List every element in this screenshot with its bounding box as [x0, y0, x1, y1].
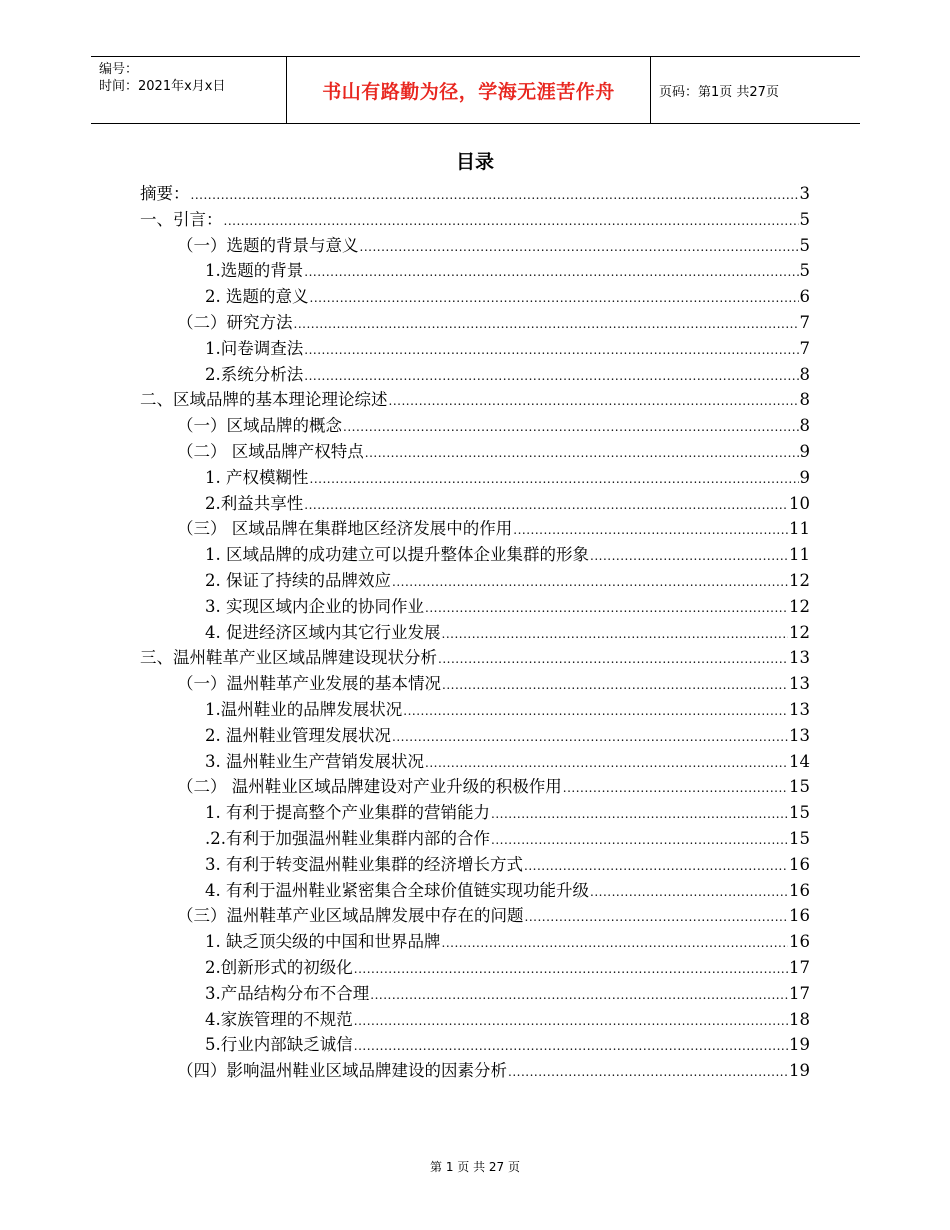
toc-entry-page: 13	[789, 674, 810, 694]
toc-entry[interactable]	[140, 826, 810, 852]
toc-dot-leader	[304, 493, 788, 519]
toc-entry-label: 1. 产权模糊性	[205, 467, 309, 487]
toc-entry[interactable]	[140, 362, 810, 388]
toc-entry[interactable]	[140, 903, 810, 929]
header-time-label: 时间：2021年x月x日	[99, 79, 226, 94]
toc-entry-label: 2. 温州鞋业管理发展状况	[205, 725, 391, 745]
toc-entry-label: 1. 区域品牌的成功建立可以提升整体企业集群的形象	[205, 545, 589, 565]
toc-entry-page: 16	[789, 880, 810, 900]
table-of-contents	[140, 181, 810, 1084]
toc-dot-leader	[343, 415, 799, 441]
toc-dot-leader	[370, 983, 788, 1009]
toc-entry[interactable]	[140, 568, 810, 594]
toc-entry-label: 4.家族管理的不规范	[205, 1009, 353, 1029]
toc-entry-page: 12	[789, 570, 810, 590]
toc-dot-leader	[224, 209, 799, 235]
toc-entry-page: 16	[789, 906, 810, 926]
toc-entry[interactable]	[140, 542, 810, 568]
toc-entry[interactable]	[140, 310, 810, 336]
toc-dot-leader	[354, 1034, 788, 1060]
toc-entry-page: 13	[789, 699, 810, 719]
toc-entry-label: 1. 缺乏顶尖级的中国和世界品牌	[205, 932, 441, 952]
toc-entry[interactable]	[140, 258, 810, 284]
toc-entry[interactable]	[140, 1032, 810, 1058]
toc-entry-page: 13	[789, 725, 810, 745]
toc-entry[interactable]	[140, 594, 810, 620]
toc-entry-label: 5.行业内部缺乏诚信	[205, 1035, 353, 1055]
toc-entry[interactable]	[140, 181, 810, 207]
toc-dot-leader	[304, 338, 798, 364]
toc-dot-leader	[304, 364, 798, 390]
toc-entry-label: 一、引言：	[140, 209, 223, 229]
toc-entry[interactable]	[140, 465, 810, 491]
toc-entry[interactable]	[140, 800, 810, 826]
toc-entry[interactable]	[140, 774, 810, 800]
toc-dot-leader	[354, 957, 788, 983]
toc-entry-label: 4. 有利于温州鞋业紧密集合全球价值链实现功能升级	[205, 880, 589, 900]
toc-entry-page: 11	[789, 545, 810, 565]
toc-dot-leader	[425, 596, 788, 622]
header-motto: 书山有路勤为径，学海无涯苦作舟	[287, 57, 651, 123]
toc-title: 目录	[455, 151, 494, 173]
header-page-info: 页码：第1页 共27页	[659, 84, 779, 100]
toc-entry-page: 16	[789, 854, 810, 874]
toc-entry-label: 2.利益共享性	[205, 493, 304, 513]
document-header	[91, 56, 860, 124]
toc-entry-page: 8	[799, 416, 810, 436]
toc-entry[interactable]	[140, 491, 810, 517]
toc-entry-label: 3. 温州鞋业生产营销发展状况	[205, 751, 424, 771]
toc-dot-leader	[425, 751, 788, 777]
toc-entry-label: 2.创新形式的初级化	[205, 957, 353, 977]
toc-entry-label: 3. 有利于转变温州鞋业集群的经济增长方式	[205, 854, 523, 874]
toc-dot-leader	[354, 1009, 788, 1035]
toc-entry[interactable]	[140, 645, 810, 671]
toc-dot-leader	[491, 802, 788, 828]
toc-entry-label: 3.产品结构分布不合理	[205, 983, 370, 1003]
toc-dot-leader	[304, 260, 798, 286]
toc-entry-page: 17	[789, 983, 810, 1003]
toc-entry-label: （四）影响温州鞋业区域品牌建设的因素分析	[177, 1061, 507, 1081]
toc-entry[interactable]	[140, 1007, 810, 1033]
toc-entry-page: 16	[789, 932, 810, 952]
toc-entry[interactable]	[140, 620, 810, 646]
toc-entry-label: 2. 保证了持续的品牌效应	[205, 570, 391, 590]
toc-dot-leader	[403, 699, 788, 725]
toc-dot-leader	[310, 286, 799, 312]
toc-dot-leader	[365, 441, 799, 467]
toc-entry-page: 3	[799, 184, 810, 203]
toc-entry-page: 14	[789, 751, 810, 771]
toc-dot-leader	[563, 776, 788, 802]
toc-entry-page: 6	[799, 287, 810, 307]
toc-entry-page: 7	[799, 312, 810, 332]
toc-dot-leader	[442, 931, 789, 957]
toc-entry-page: 5	[799, 261, 810, 281]
toc-entry-page: 7	[799, 338, 810, 358]
toc-entry[interactable]	[140, 439, 810, 465]
toc-entry-page: 15	[789, 828, 810, 848]
toc-dot-leader	[392, 570, 788, 596]
toc-entry-label: 4. 促进经济区域内其它行业发展	[205, 622, 441, 642]
toc-entry-page: 17	[789, 957, 810, 977]
toc-entry[interactable]	[140, 1058, 810, 1084]
toc-entry-label: 1.温州鞋业的品牌发展状况	[205, 699, 403, 719]
toc-entry[interactable]	[140, 749, 810, 775]
toc-dot-leader	[360, 235, 799, 261]
toc-entry[interactable]	[140, 697, 810, 723]
toc-entry[interactable]	[140, 516, 810, 542]
header-meta-cell	[91, 57, 287, 123]
toc-entry-label: 2. 选题的意义	[205, 287, 309, 307]
toc-entry-page: 11	[789, 519, 810, 539]
toc-dot-leader	[389, 389, 799, 415]
toc-dot-leader	[442, 673, 788, 699]
toc-entry-page: 9	[799, 467, 810, 487]
toc-entry-label: （三） 区域品牌在集群地区经济发展中的作用	[177, 519, 513, 539]
toc-entry[interactable]	[140, 671, 810, 697]
toc-entry-page: 18	[789, 1009, 810, 1029]
toc-entry-label: 二、区域品牌的基本理论理论综述	[140, 390, 388, 410]
toc-dot-leader	[590, 880, 788, 906]
toc-dot-leader	[294, 312, 799, 338]
toc-entry-page: 8	[799, 364, 810, 384]
toc-entry-label: （二） 温州鞋业区域品牌建设对产业升级的积极作用	[177, 777, 562, 797]
toc-entry[interactable]	[140, 387, 810, 413]
toc-entry-label: 1.选题的背景	[205, 261, 304, 281]
header-number-label: 编号：	[99, 62, 139, 77]
toc-entry[interactable]	[140, 852, 810, 878]
toc-entry-page: 12	[789, 596, 810, 616]
toc-entry-label: （一）温州鞋革产业发展的基本情况	[177, 674, 441, 694]
page-footer: 第 1 页 共 27 页	[430, 1160, 520, 1174]
toc-entry-label: 三、温州鞋革产业区域品牌建设现状分析	[140, 648, 437, 668]
toc-entry[interactable]	[140, 413, 810, 439]
toc-entry[interactable]	[140, 955, 810, 981]
toc-entry-page: 12	[789, 622, 810, 642]
toc-entry-page: 5	[799, 235, 810, 255]
toc-entry-label: （一）选题的背景与意义	[177, 235, 359, 255]
toc-dot-leader	[442, 622, 789, 648]
toc-dot-leader	[392, 725, 788, 751]
toc-entry-page: 15	[789, 777, 810, 797]
toc-dot-leader	[508, 1060, 788, 1086]
toc-dot-leader	[524, 854, 788, 880]
toc-entry-label: （一）区域品牌的概念	[177, 416, 342, 436]
toc-dot-leader	[525, 905, 789, 931]
toc-entry[interactable]	[140, 284, 810, 310]
toc-dot-leader	[513, 518, 788, 544]
toc-entry[interactable]	[140, 929, 810, 955]
toc-entry[interactable]	[140, 233, 810, 259]
toc-entry-label: （二）研究方法	[177, 312, 293, 332]
toc-entry-label: .2.有利于加强温州鞋业集群内部的合作	[205, 828, 490, 848]
toc-dot-leader	[491, 828, 788, 854]
toc-entry-label: 3. 实现区域内企业的协同作业	[205, 596, 424, 616]
toc-entry-page: 15	[789, 803, 810, 823]
toc-entry-page: 5	[799, 209, 810, 229]
toc-entry-page: 9	[799, 441, 810, 461]
toc-entry-page: 13	[789, 648, 810, 668]
toc-entry-label: 1. 有利于提高整个产业集群的营销能力	[205, 803, 490, 823]
toc-entry-label: 摘要：	[140, 184, 190, 203]
toc-entry-label: （三）温州鞋革产业区域品牌发展中存在的问题	[177, 906, 524, 926]
toc-entry-page: 19	[789, 1061, 810, 1081]
toc-dot-leader	[590, 544, 788, 570]
toc-dot-leader	[438, 647, 788, 673]
toc-entry-page: 8	[799, 390, 810, 410]
toc-entry-page: 10	[789, 493, 810, 513]
toc-entry-page: 19	[789, 1035, 810, 1055]
toc-entry[interactable]	[140, 981, 810, 1007]
toc-entry-label: 2.系统分析法	[205, 364, 304, 384]
toc-entry-label: 1.问卷调查法	[205, 338, 304, 358]
toc-entry[interactable]	[140, 878, 810, 904]
toc-entry[interactable]	[140, 207, 810, 233]
toc-entry[interactable]	[140, 336, 810, 362]
toc-dot-leader	[310, 467, 799, 493]
toc-dot-leader	[191, 183, 799, 209]
toc-entry[interactable]	[140, 723, 810, 749]
toc-entry-label: （二） 区域品牌产权特点	[177, 441, 364, 461]
